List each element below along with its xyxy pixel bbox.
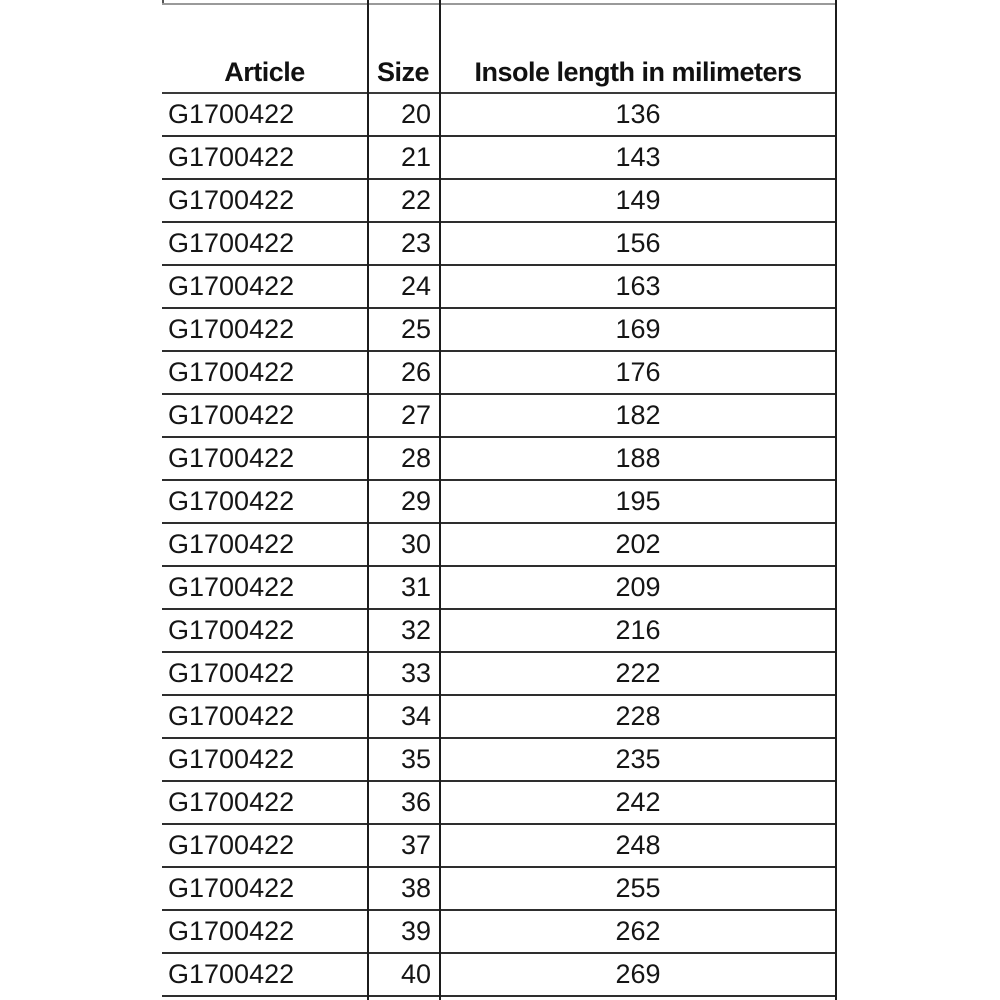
size-cell: 40 xyxy=(367,953,439,996)
size-cell: 31 xyxy=(367,566,439,609)
article-cell: G1700422 xyxy=(162,351,367,394)
article-cell: G1700422 xyxy=(162,781,367,824)
insole-cell: 149 xyxy=(439,179,837,222)
article-cell: G1700422 xyxy=(162,222,367,265)
insole-cell: 248 xyxy=(439,824,837,867)
article-cell: G1700422 xyxy=(162,566,367,609)
size-chart-table xyxy=(162,3,837,997)
insole-cell: 209 xyxy=(439,566,837,609)
article-cell: G1700422 xyxy=(162,910,367,953)
insole-cell: 163 xyxy=(439,265,837,308)
table-row xyxy=(162,652,837,695)
grid-vline-article-size xyxy=(367,0,369,1000)
size-cell: 23 xyxy=(367,222,439,265)
size-cell: 29 xyxy=(367,480,439,523)
column-header-article: Article xyxy=(162,4,367,93)
table-row xyxy=(162,910,837,953)
article-cell: G1700422 xyxy=(162,609,367,652)
insole-cell: 195 xyxy=(439,480,837,523)
article-cell: G1700422 xyxy=(162,179,367,222)
size-cell: 33 xyxy=(367,652,439,695)
insole-cell: 202 xyxy=(439,523,837,566)
insole-cell: 262 xyxy=(439,910,837,953)
grid-vline-right-edge xyxy=(835,0,837,1000)
table-row xyxy=(162,824,837,867)
size-cell: 35 xyxy=(367,738,439,781)
size-cell: 26 xyxy=(367,351,439,394)
size-cell: 37 xyxy=(367,824,439,867)
size-cell: 25 xyxy=(367,308,439,351)
table-body xyxy=(162,93,837,996)
insole-cell: 143 xyxy=(439,136,837,179)
table-row xyxy=(162,609,837,652)
article-cell: G1700422 xyxy=(162,93,367,136)
article-cell: G1700422 xyxy=(162,136,367,179)
size-cell: 22 xyxy=(367,179,439,222)
article-cell: G1700422 xyxy=(162,265,367,308)
size-cell: 38 xyxy=(367,867,439,910)
insole-cell: 182 xyxy=(439,394,837,437)
article-cell: G1700422 xyxy=(162,867,367,910)
column-header-insole-length: Insole length in milimeters xyxy=(439,4,837,93)
insole-cell: 169 xyxy=(439,308,837,351)
insole-cell: 156 xyxy=(439,222,837,265)
article-cell: G1700422 xyxy=(162,394,367,437)
table-row xyxy=(162,480,837,523)
column-header-size: Size xyxy=(367,4,439,93)
table-row xyxy=(162,738,837,781)
insole-cell: 136 xyxy=(439,93,837,136)
table-row xyxy=(162,953,837,996)
insole-cell: 176 xyxy=(439,351,837,394)
insole-cell: 222 xyxy=(439,652,837,695)
article-cell: G1700422 xyxy=(162,308,367,351)
insole-cell: 188 xyxy=(439,437,837,480)
table-row xyxy=(162,136,837,179)
table-row xyxy=(162,179,837,222)
table-row xyxy=(162,93,837,136)
size-cell: 28 xyxy=(367,437,439,480)
table-row xyxy=(162,265,837,308)
table-row xyxy=(162,394,837,437)
insole-cell: 228 xyxy=(439,695,837,738)
table-row xyxy=(162,695,837,738)
header-row xyxy=(162,4,837,93)
insole-cell: 216 xyxy=(439,609,837,652)
article-cell: G1700422 xyxy=(162,652,367,695)
size-cell: 27 xyxy=(367,394,439,437)
insole-cell: 269 xyxy=(439,953,837,996)
table-row xyxy=(162,437,837,480)
insole-cell: 255 xyxy=(439,867,837,910)
insole-cell: 242 xyxy=(439,781,837,824)
table-row xyxy=(162,781,837,824)
size-cell: 21 xyxy=(367,136,439,179)
size-cell: 32 xyxy=(367,609,439,652)
size-cell: 24 xyxy=(367,265,439,308)
size-cell: 39 xyxy=(367,910,439,953)
article-cell: G1700422 xyxy=(162,953,367,996)
table-row xyxy=(162,308,837,351)
article-cell: G1700422 xyxy=(162,437,367,480)
article-cell: G1700422 xyxy=(162,523,367,566)
article-cell: G1700422 xyxy=(162,824,367,867)
size-cell: 36 xyxy=(367,781,439,824)
table-row xyxy=(162,222,837,265)
size-cell: 30 xyxy=(367,523,439,566)
insole-cell: 235 xyxy=(439,738,837,781)
table-row xyxy=(162,523,837,566)
table-row xyxy=(162,867,837,910)
table-row xyxy=(162,566,837,609)
table-row xyxy=(162,351,837,394)
article-cell: G1700422 xyxy=(162,695,367,738)
size-cell: 34 xyxy=(367,695,439,738)
article-cell: G1700422 xyxy=(162,738,367,781)
grid-vline-size-insole xyxy=(439,0,441,1000)
size-cell: 20 xyxy=(367,93,439,136)
article-cell: G1700422 xyxy=(162,480,367,523)
